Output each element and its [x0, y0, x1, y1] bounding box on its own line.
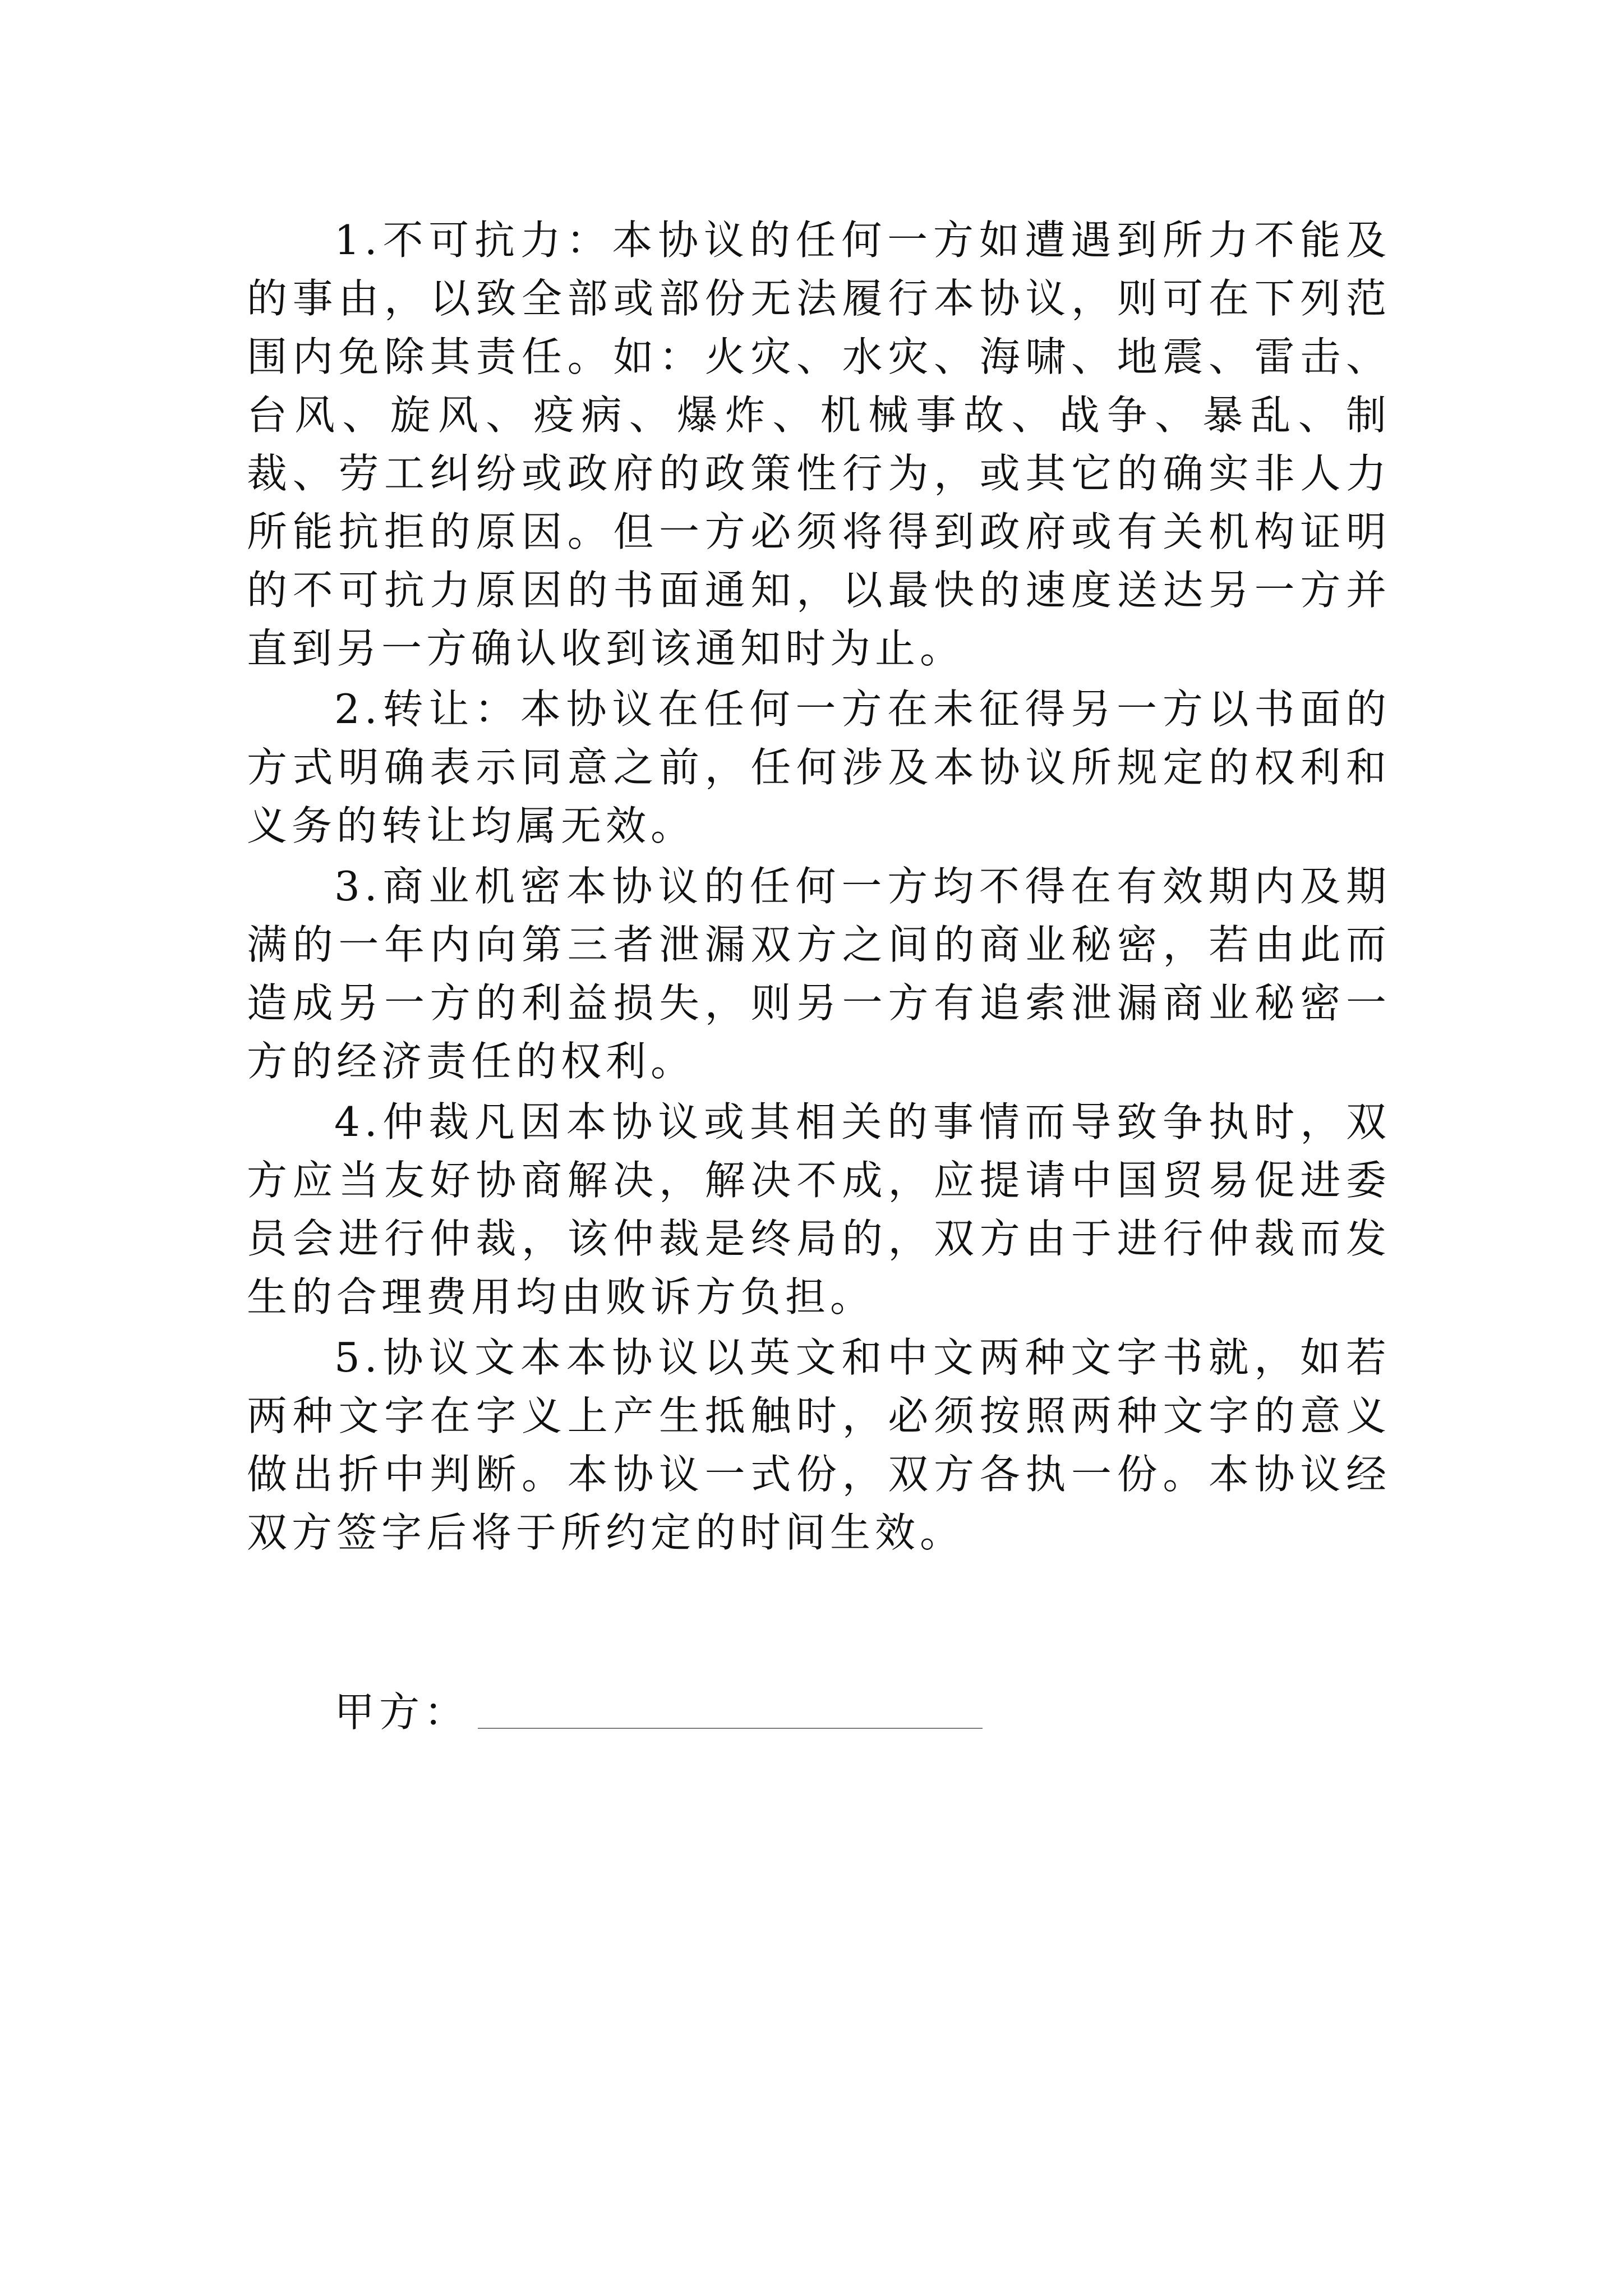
party-a-label: 甲方：	[334, 1688, 469, 1736]
clause-transfer: 2.转让：本协议在任何一方在未征得另一方以书面的方式明确表示同意之前，任何涉及本协议所规定的权利和义务的转让均属无效。	[247, 685, 1391, 849]
clause-force-majeure: 1.不可抗力：本协议的任何一方如遭遇到所力不能及的事由，以致全部或部份无法履行本协议，则可在下列范围内免除其责任。如：火灾、水灾、海啸、地震、雷击、台风、旋风、疫病、爆炸、机械事故、战争、暴乱、制裁、劳工纠纷或政府的政策性行为，或其它的确实非人力所能抗拒的原因。但一方必须将得到政府或有关机构证明的不可抗力原因的书面通知，以最快的速度送达另一方并直到另一方确认收到该通知时为止。	[247, 217, 1391, 672]
clause-confidentiality: 3.商业机密本协议的任何一方均不得在有效期内及期满的一年内向第三者泄漏双方之间的商业秘密，若由此而造成另一方的利益损失，则另一方有追索泄漏商业秘密一方的经济责任的权利。	[247, 863, 1391, 1085]
clause-agreement-text: 5.协议文本本协议以英文和中文两种文字书就，如若两种文字在字义上产生抵触时，必须按照两种文字的意义做出折中判断。本协议一式份，双方各执一份。本协议经双方签字后将于所约定的时间生效。	[247, 1334, 1391, 1556]
document-body	[247, 211, 1391, 1562]
clause-arbitration: 4.仲裁凡因本协议或其相关的事情而导致争执时，双方应当友好协商解决，解决不成，应提请中国贸易促进委员会进行仲裁，该仲裁是终局的，双方由于进行仲裁而发生的合理费用均由败诉方负担。	[247, 1098, 1391, 1320]
party-a-signature	[334, 1683, 983, 1741]
signature-line	[478, 1727, 983, 1729]
